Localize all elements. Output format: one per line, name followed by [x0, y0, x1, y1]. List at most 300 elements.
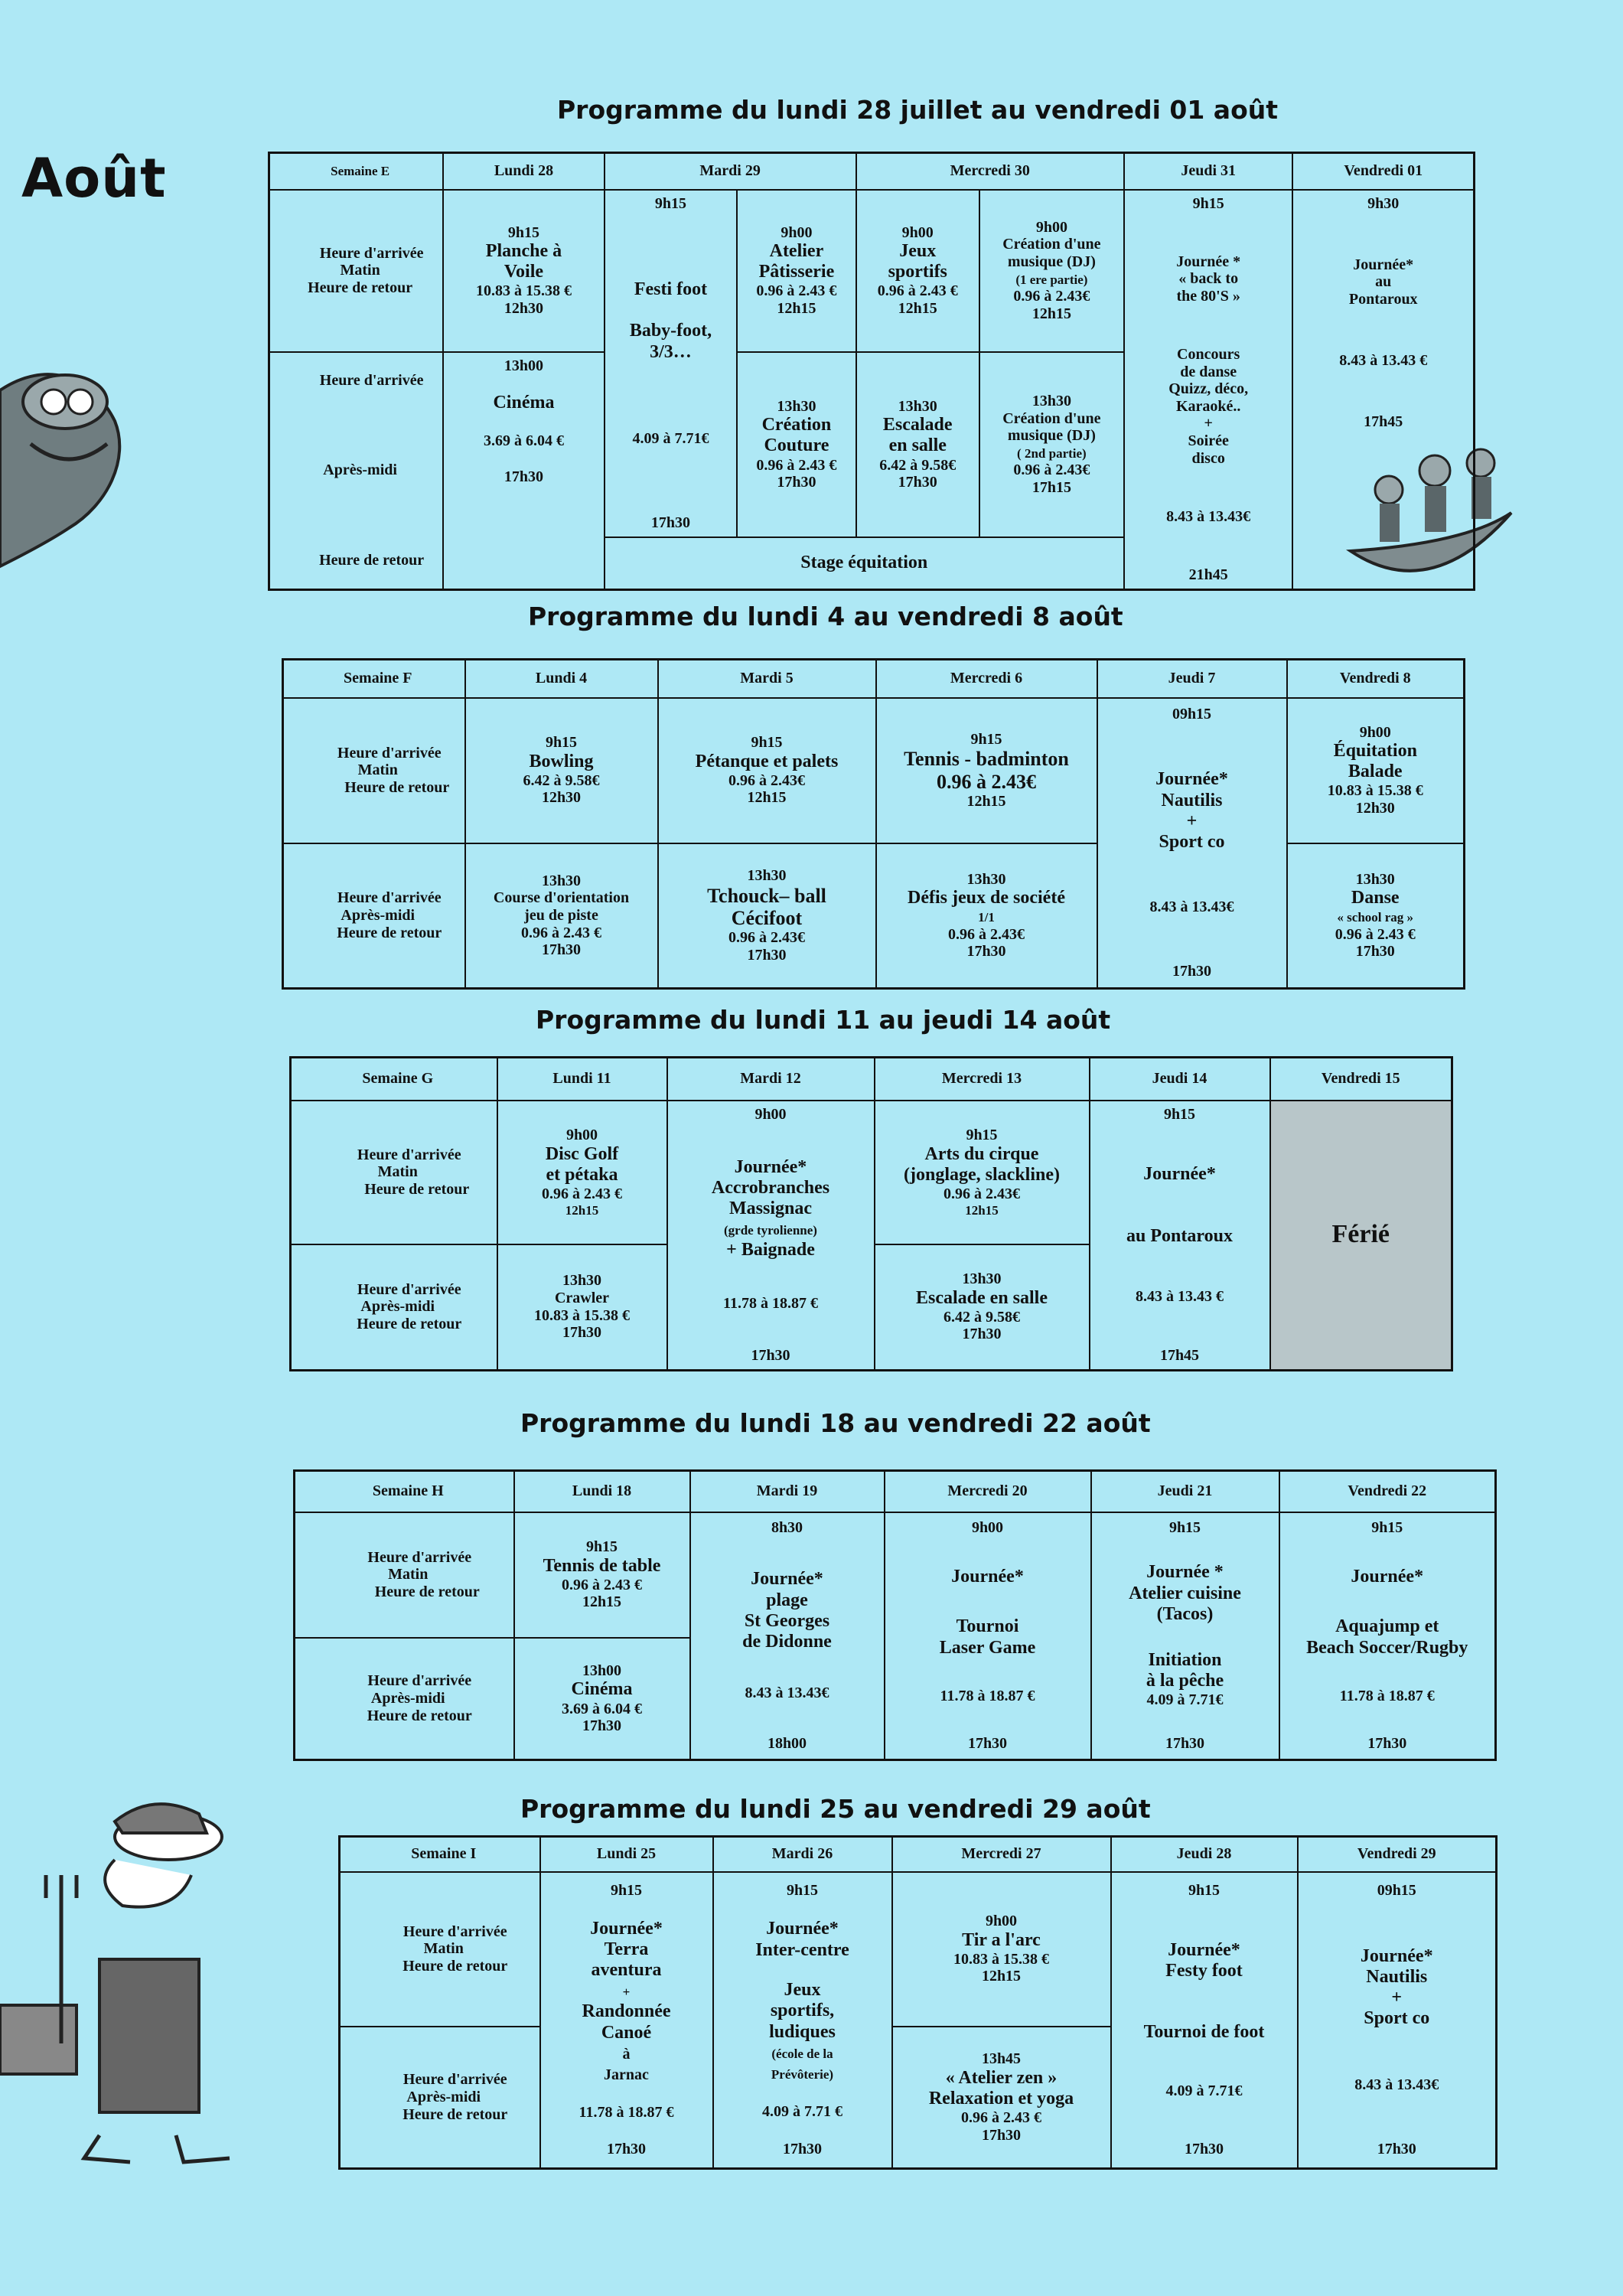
- arrival-time: 9h00: [971, 1519, 1004, 1537]
- price: 11.78 à 18.87 €: [1339, 1688, 1435, 1705]
- return-time: 17h45: [1364, 413, 1403, 430]
- price: 4.09 à 7.71€: [1146, 1691, 1224, 1709]
- morning-label: Matin: [340, 262, 380, 279]
- activity-name: Quizz, déco,: [1168, 380, 1249, 398]
- arrival-time: 9h00: [1359, 723, 1391, 741]
- activity-name: à la pêche: [1146, 1671, 1224, 1691]
- price: 10.83 à 15.38 €: [1327, 782, 1423, 800]
- afternoon-label-cell: [295, 1638, 514, 1760]
- activity-name: Tennis - badminton: [904, 748, 1069, 771]
- week4-title: Programme du lundi 18 au vendredi 22 août: [520, 1408, 1151, 1438]
- activity-cell: [690, 1512, 885, 1760]
- return-time: 12h15: [966, 792, 1006, 810]
- activity-name: Voile: [504, 262, 544, 282]
- activity-cell: [667, 1101, 875, 1371]
- price: 0.96 à 2.43€: [948, 925, 1025, 943]
- activity-name: Festi foot: [634, 279, 708, 300]
- day-header: Mardi 29: [605, 153, 856, 190]
- activity-cell: [514, 1512, 690, 1638]
- activity-name: Cinéma: [571, 1679, 633, 1700]
- activity-name: Tchouck– ball: [707, 884, 826, 907]
- afternoon-label: Après-midi: [341, 906, 416, 924]
- activity-name: Cinéma: [493, 393, 555, 413]
- activity-name: Crawler: [554, 1290, 610, 1307]
- return-label: Heure de retour: [319, 551, 425, 569]
- afternoon-label-cell: [269, 352, 444, 590]
- day-header: Mercredi 27: [892, 1837, 1111, 1872]
- day-header: Mercredi 30: [856, 153, 1124, 190]
- price: 0.96 à 2.43 €: [756, 456, 837, 474]
- price: 0.96 à 2.43 €: [1335, 925, 1416, 943]
- activity-name: aventura: [591, 1960, 662, 1981]
- morning-label: Matin: [377, 1163, 418, 1181]
- activity-name: ludiques: [769, 2021, 836, 2042]
- activity-name: Festy foot: [1165, 1960, 1243, 1981]
- return-time: 17h30: [504, 468, 544, 485]
- week5-table: [338, 1835, 1498, 2170]
- arrival-label: Heure d'arrivée: [402, 1923, 507, 1940]
- price: 6.42 à 9.58€: [523, 771, 600, 789]
- activity-name: Journée*: [766, 1919, 839, 1939]
- return-time: 17h30: [962, 1326, 1002, 1343]
- activity-cell: [885, 1512, 1091, 1760]
- return-time: 17h30: [1172, 962, 1212, 980]
- activity-cell: [605, 190, 738, 538]
- activity-name: plage: [766, 1590, 808, 1610]
- arrival-time: 8h30: [771, 1519, 803, 1537]
- arrival-time: 9h00: [985, 1913, 1018, 1930]
- activity-name: St Georges: [744, 1610, 830, 1631]
- morning-label-cell: [291, 1101, 497, 1244]
- activity-name: Journée *: [1146, 1562, 1224, 1583]
- return-label: Heure de retour: [374, 1583, 480, 1600]
- activity-name: en salle: [888, 435, 947, 456]
- barbecue-man-cartoon-image: [0, 1791, 245, 2174]
- activity-name: Défis jeux de société: [908, 888, 1065, 908]
- return-time: 12h15: [1031, 305, 1071, 322]
- week4-table: [293, 1469, 1497, 1761]
- price: 3.69 à 6.04 €: [483, 432, 564, 449]
- price: 11.78 à 18.87 €: [723, 1295, 818, 1313]
- activity-name: Beach Soccer/Rugby: [1306, 1637, 1468, 1658]
- activity-name: +: [1391, 1988, 1403, 2008]
- activity-name: Course d'orientation: [493, 889, 630, 907]
- return-label: Heure de retour: [364, 1180, 470, 1198]
- activity-name: Journée*: [1155, 769, 1228, 790]
- activity-name: Journée *: [1176, 253, 1241, 270]
- morning-label: Matin: [357, 762, 398, 779]
- afternoon-label: Après-midi: [360, 1298, 435, 1316]
- activity-name: Balade: [1348, 762, 1403, 782]
- price: 4.09 à 7.71 €: [762, 2103, 842, 2121]
- morning-label-cell: [269, 190, 444, 352]
- return-time: 17h30: [650, 514, 691, 532]
- activity-cell: [1287, 698, 1465, 843]
- arrival-time: 13h00: [582, 1662, 622, 1679]
- activity-name: Accrobranches: [711, 1178, 830, 1199]
- day-header: Mercredi 20: [885, 1471, 1091, 1512]
- return-time: 12h15: [747, 789, 787, 807]
- day-header: Mardi 26: [713, 1837, 892, 1872]
- arrival-time: 9h15: [970, 730, 1002, 748]
- activity-name: Atelier: [769, 241, 824, 262]
- arrival-label: Heure d'arrivée: [319, 371, 424, 389]
- activity-name: Bowling: [529, 751, 594, 771]
- activity-cell: [876, 843, 1097, 989]
- arrival-time: 13h45: [981, 2050, 1022, 2068]
- activity-name: musique (DJ): [1007, 253, 1096, 270]
- activity-cell: [443, 190, 604, 352]
- price: 0.96 à 2.43 €: [756, 282, 837, 300]
- activity-name: Soirée: [1188, 432, 1229, 449]
- activity-name: +: [1186, 810, 1198, 831]
- day-header: Lundi 25: [540, 1837, 713, 1872]
- day-header: Lundi 28: [443, 153, 604, 190]
- activity-cell: [1279, 1512, 1496, 1760]
- week3-title: Programme du lundi 11 au jeudi 14 août: [536, 1005, 1111, 1035]
- activity-name: Couture: [764, 435, 829, 456]
- week2-title: Programme du lundi 4 au vendredi 8 août: [528, 602, 1123, 631]
- arrival-time: 13h30: [966, 870, 1006, 888]
- day-header: Mercredi 6: [876, 660, 1097, 698]
- activity-cell: [876, 698, 1097, 843]
- price: 3.69 à 6.04 €: [562, 1700, 642, 1717]
- activity-cell: [443, 352, 604, 590]
- arrival-time: 9h15: [1192, 194, 1224, 212]
- return-label: Heure de retour: [357, 1315, 462, 1332]
- activity-name: Pontaroux: [1348, 290, 1418, 308]
- activity-name: Massignac: [728, 1199, 812, 1219]
- arrival-time: 13h30: [962, 1270, 1002, 1288]
- day-header: Lundi 11: [497, 1058, 667, 1101]
- activity-name: Planche à: [485, 241, 562, 262]
- arrival-time: 09h15: [1377, 1882, 1416, 1900]
- semaine-label: Semaine E: [269, 153, 444, 190]
- activity-cell: [737, 352, 855, 538]
- return-time: 12h15: [898, 299, 937, 317]
- semaine-label: Semaine G: [291, 1058, 497, 1101]
- price: 0.96 à 2.43€: [1013, 288, 1090, 305]
- arrival-time: 9h15: [654, 194, 687, 212]
- return-time: 17h30: [606, 2140, 647, 2157]
- activity-name: Baby-foot,: [629, 321, 712, 341]
- arrival-time: 13h30: [1355, 870, 1395, 888]
- arrival-time: 13h30: [747, 866, 787, 884]
- activity-cell: [1298, 1872, 1497, 2169]
- activity-name: Laser Game: [939, 1637, 1036, 1658]
- price: 0.96 à 2.43€: [728, 929, 805, 947]
- arrival-time: 9h00: [754, 1105, 787, 1123]
- activity-name: Journée*: [1360, 1946, 1433, 1967]
- arrival-time: 9h15: [1371, 1519, 1403, 1537]
- arrival-time: 9h30: [1367, 194, 1400, 212]
- price: 10.83 à 15.38 €: [953, 1950, 1049, 1968]
- activity-cell: [514, 1638, 690, 1760]
- activity-note: ( 2nd partie): [1017, 445, 1087, 461]
- return-time: 17h30: [1367, 1734, 1407, 1752]
- return-time: 17h30: [1377, 2140, 1416, 2157]
- activity-name: Disc Golf: [545, 1143, 619, 1164]
- arrival-time: 13h30: [898, 397, 937, 415]
- activity-cell: [892, 2027, 1111, 2169]
- activity-cell: [892, 1872, 1111, 2027]
- activity-cell: [737, 190, 855, 352]
- price: 8.43 à 13.43€: [745, 1684, 829, 1702]
- activity-name: Journée*: [734, 1156, 807, 1177]
- return-time: 21h45: [1188, 566, 1228, 583]
- day-header: Vendredi 01: [1292, 153, 1474, 190]
- activity-name: Inter-centre: [755, 1939, 849, 1960]
- activity-name: de danse: [1180, 363, 1237, 380]
- activity-name: Tournoi de foot: [1143, 2021, 1265, 2042]
- day-header: Jeudi 14: [1090, 1058, 1270, 1101]
- day-header: Mardi 19: [690, 1471, 885, 1512]
- activity-cell: [540, 1872, 713, 2169]
- arrival-time: 9h00: [781, 223, 813, 241]
- activity-note: 1/1: [978, 910, 995, 925]
- price: 4.09 à 7.71€: [1165, 2082, 1243, 2100]
- price: 4.09 à 7.71€: [632, 429, 709, 447]
- activity-name: Danse: [1351, 888, 1400, 908]
- arrival-time: 9h15: [507, 223, 540, 241]
- price: 0.96 à 2.43 €: [961, 2109, 1041, 2127]
- activity-name: Tournoi: [956, 1616, 1019, 1637]
- morning-label-cell: [340, 1872, 540, 2027]
- return-label: Heure de retour: [402, 2105, 508, 2123]
- activity-cell: [1090, 1101, 1270, 1371]
- activity-cell: [465, 843, 658, 989]
- activity-cell: [875, 1244, 1090, 1370]
- activity-name: Escalade en salle: [916, 1287, 1048, 1308]
- activity-name: Nautilis: [1161, 790, 1223, 810]
- afternoon-label-cell: [283, 843, 465, 989]
- price: 8.43 à 13.43€: [1149, 899, 1234, 916]
- price: 0.96 à 2.43€: [1013, 461, 1090, 479]
- week2-table: [282, 658, 1465, 990]
- price: 11.78 à 18.87 €: [940, 1688, 1035, 1705]
- morning-label: Matin: [423, 1940, 464, 1958]
- semaine-label: Semaine F: [283, 660, 465, 698]
- afternoon-label: Après-midi: [323, 461, 397, 479]
- activity-name: Jeux: [899, 241, 937, 262]
- activity-note: (1 ere partie): [1015, 272, 1088, 287]
- arrival-time: 9h00: [565, 1127, 598, 1144]
- day-header: Vendredi 8: [1287, 660, 1465, 698]
- activity-name: Journée*: [1353, 256, 1414, 273]
- activity-note: (grde tyrolienne): [724, 1223, 817, 1238]
- return-label: Heure de retour: [344, 778, 450, 796]
- activity-cell: [1097, 698, 1287, 989]
- return-time: 18h00: [767, 1734, 807, 1752]
- return-time: 12h30: [504, 299, 544, 317]
- price: 10.83 à 15.38 €: [475, 282, 572, 300]
- activity-cell: [497, 1244, 667, 1370]
- activity-name: Création d'une: [1002, 409, 1101, 427]
- afternoon-label-cell: [291, 1244, 497, 1370]
- semaine-label: Semaine I: [340, 1837, 540, 1872]
- return-time: 12h15: [582, 1593, 622, 1611]
- activity-cell: [1091, 1512, 1279, 1760]
- activity-name: Cécifoot: [731, 906, 803, 929]
- return-time: 17h30: [967, 1734, 1008, 1752]
- arrival-label: Heure d'arrivée: [337, 889, 442, 907]
- activity-cell: [979, 190, 1124, 352]
- activity-name: jeu de piste: [524, 906, 598, 924]
- week1-title: Programme du lundi 28 juillet au vendredi 01 août: [557, 95, 1279, 125]
- return-time: 12h30: [1355, 799, 1395, 817]
- arrival-time: 9h15: [585, 1538, 618, 1556]
- return-time: 17h30: [898, 474, 937, 491]
- activity-note: Prévôterie): [771, 2066, 834, 2082]
- activity-name: Arts du cirque: [924, 1143, 1039, 1164]
- return-time: 17h30: [1355, 943, 1395, 960]
- price: 10.83 à 15.38 €: [534, 1306, 630, 1324]
- afternoon-label: Après-midi: [406, 2088, 481, 2105]
- activity-name: Journée*: [1143, 1164, 1216, 1185]
- activity-name: à: [622, 2045, 631, 2063]
- arrival-time: 9h15: [1163, 1105, 1196, 1123]
- price: 0.96 à 2.43 €: [877, 282, 958, 300]
- price: 0.96 à 2.43 €: [542, 1186, 622, 1203]
- activity-name: au Pontaroux: [1126, 1226, 1233, 1247]
- activity-name: disco: [1191, 449, 1225, 467]
- day-header: Vendredi 29: [1298, 1837, 1497, 1872]
- return-time: 12h30: [541, 789, 582, 807]
- week1-table: [268, 152, 1475, 591]
- price: 11.78 à 18.87 €: [578, 2103, 674, 2121]
- morning-label: Matin: [388, 1566, 429, 1583]
- price: 0.96 à 2.43 €: [521, 924, 601, 941]
- return-time: 17h30: [981, 2126, 1022, 2144]
- return-label: Heure de retour: [402, 1957, 508, 1975]
- activity-cell: [465, 698, 658, 843]
- arrival-time: 9h15: [751, 734, 783, 752]
- activity-name: the 80'S »: [1176, 287, 1240, 305]
- arrival-label: Heure d'arrivée: [357, 1146, 461, 1163]
- activity-name: Karaoké..: [1175, 397, 1241, 415]
- activity-name: Aquajump et: [1335, 1616, 1439, 1637]
- activity-cell: [856, 190, 979, 352]
- activity-name: (jonglage, slackline): [904, 1165, 1060, 1186]
- return-time: 17h30: [582, 1717, 622, 1735]
- activity-cell: [713, 1872, 892, 2169]
- activity-name: Nautilis: [1366, 1967, 1428, 1988]
- activity-name: sportifs: [888, 262, 947, 282]
- price: 8.43 à 13.43€: [1166, 507, 1251, 525]
- activity-name: au: [1375, 273, 1392, 291]
- return-time: 12h15: [965, 1202, 999, 1218]
- activity-name: Pâtisserie: [758, 262, 835, 282]
- activity-cell: [658, 843, 876, 989]
- activity-name: Canoé: [601, 2022, 652, 2043]
- activity-name: Concours: [1177, 346, 1240, 363]
- activity-name: Création d'une: [1002, 236, 1101, 253]
- activity-cell: [875, 1101, 1090, 1244]
- activity-name: Sport co: [1159, 831, 1225, 852]
- day-header: Jeudi 28: [1111, 1837, 1298, 1872]
- afternoon-label: Après-midi: [370, 1689, 445, 1707]
- return-time: 17h15: [1031, 478, 1071, 496]
- activity-name: 3/3…: [650, 341, 692, 362]
- activity-name: (Tacos): [1156, 1603, 1214, 1624]
- arrival-time: 13h30: [1031, 392, 1071, 409]
- day-header: Lundi 4: [465, 660, 658, 698]
- arrival-label: Heure d'arrivée: [367, 1672, 472, 1690]
- return-time: 12h15: [777, 299, 816, 317]
- price: 0.96 à 2.43€: [936, 770, 1036, 793]
- price: 6.42 à 9.58€: [943, 1308, 1020, 1326]
- semaine-label: Semaine H: [295, 1471, 514, 1512]
- arrival-label: Heure d'arrivée: [337, 744, 442, 762]
- arrival-label: Heure d'arrivée: [367, 1548, 472, 1566]
- activity-name: Tir a l'arc: [962, 1929, 1041, 1950]
- afternoon-label-cell: [340, 2027, 540, 2169]
- activity-name: Pétanque et palets: [695, 751, 839, 771]
- return-time: 17h30: [1165, 1734, 1205, 1752]
- activity-name: Relaxation et yoga: [928, 2088, 1074, 2108]
- activity-name: Jeux: [784, 1980, 821, 2001]
- activity-cell: [1111, 1872, 1298, 2169]
- activity-name: et pétaka: [546, 1165, 618, 1186]
- day-header: Jeudi 31: [1124, 153, 1293, 190]
- activity-name: de Didonne: [742, 1631, 832, 1652]
- price: 8.43 à 13.43 €: [1136, 1288, 1224, 1306]
- activity-cell: [1124, 190, 1293, 590]
- activity-name: Tennis de table: [543, 1555, 661, 1576]
- activity-name: Journée*: [751, 1569, 823, 1590]
- day-header: Vendredi 22: [1279, 1471, 1496, 1512]
- arrival-time: 13h00: [504, 357, 544, 374]
- day-header: Lundi 18: [514, 1471, 690, 1512]
- return-time: 17h30: [751, 1346, 790, 1364]
- activity-cell: [979, 352, 1124, 538]
- day-header: Mardi 12: [667, 1058, 875, 1101]
- return-time: 17h45: [1159, 1346, 1200, 1364]
- day-header: Jeudi 7: [1097, 660, 1287, 698]
- activity-name: « Atelier zen »: [945, 2067, 1058, 2088]
- return-time: 17h30: [747, 946, 787, 964]
- price: 0.96 à 2.43 €: [561, 1576, 642, 1593]
- activity-name: Journée*: [1351, 1566, 1424, 1587]
- week5-title: Programme du lundi 25 au vendredi 29 août: [520, 1794, 1151, 1824]
- stage-equitation-cell: Stage équitation: [605, 537, 1124, 589]
- month-title: Août: [21, 147, 167, 210]
- activity-cell: [1287, 843, 1465, 989]
- activity-name: Équitation: [1333, 741, 1417, 762]
- price: 0.96 à 2.43€: [943, 1186, 1020, 1203]
- activity-name: Journée*: [951, 1566, 1024, 1587]
- return-time: 17h30: [541, 941, 582, 959]
- activity-name: sportifs,: [770, 2001, 835, 2021]
- activity-name: +: [622, 1985, 631, 2000]
- activity-name: Escalade: [882, 415, 953, 435]
- return-time: 17h30: [562, 1324, 602, 1342]
- activity-name: Sport co: [1364, 2008, 1430, 2029]
- activity-cell: [497, 1101, 667, 1244]
- week3-table: [289, 1056, 1453, 1371]
- return-time: 17h30: [1184, 2140, 1224, 2157]
- activity-name: Initiation: [1148, 1650, 1222, 1671]
- arrival-label: Heure d'arrivée: [357, 1280, 461, 1298]
- arrival-time: 13h30: [562, 1272, 602, 1290]
- arrival-label: Heure d'arrivée: [402, 2071, 507, 2089]
- arrival-time: 09h15: [1172, 706, 1212, 723]
- arrival-time: 9h00: [901, 223, 934, 241]
- day-header: Vendredi 15: [1270, 1058, 1452, 1101]
- arrival-time: 9h15: [545, 734, 578, 752]
- return-label: Heure de retour: [367, 1707, 472, 1724]
- activity-name: Jarnac: [604, 2066, 649, 2083]
